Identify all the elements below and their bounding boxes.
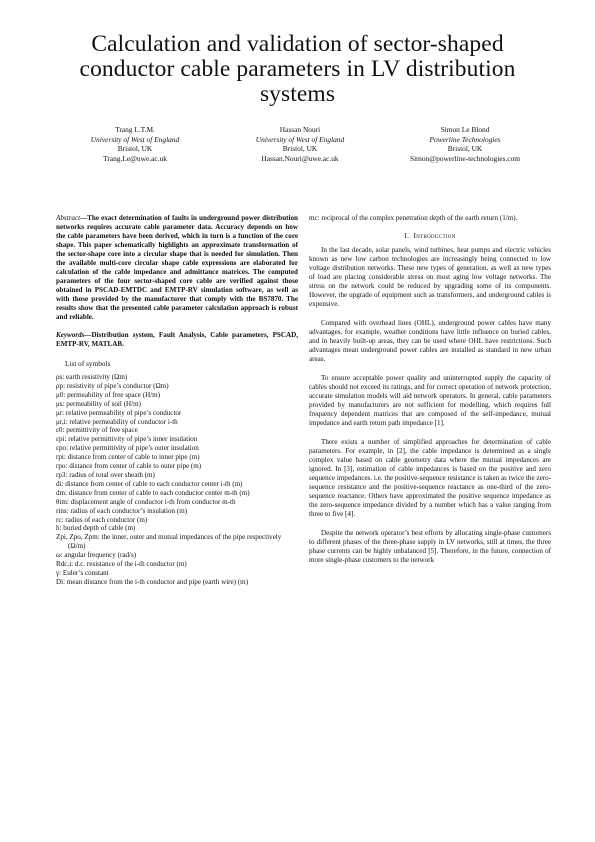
author-location: Bristol, UK bbox=[117, 144, 153, 154]
author-name: Simon Le Blond bbox=[440, 125, 490, 134]
author-location: Bristol, UK bbox=[447, 144, 483, 154]
left-column bbox=[56, 214, 298, 587]
right-column bbox=[309, 214, 551, 575]
author-email[interactable]: Trang.Le@uwe.ac.uk bbox=[103, 153, 167, 163]
symbol-item: rp3: radius of total over sheath (m) bbox=[56, 470, 155, 479]
author-affiliation: University of West of England bbox=[255, 134, 345, 144]
keywords bbox=[56, 331, 298, 349]
author-affiliation: Powerline Technologies bbox=[429, 134, 501, 144]
symbol-item: ω: angular frequency (rad/s) bbox=[56, 551, 137, 560]
author-name: Hassan Nouri bbox=[279, 125, 321, 134]
section-title: Introduction bbox=[413, 231, 456, 240]
body-paragraph: There exists a number of simplified approaches for determination of cable parameters. For example, in [2], the cable impedance is determined as a single complex value based on cable geometry data where the mutual impedances are ignored. In [3], estimation of cable impedances is based on the positive and zero sequence impedances. i.e. the positive-sequence resistance is taken as twice the zero-sequence resistance and the positive-sequence reactance as one-third of the zero-sequence reactance. Others have approximated the positive sequence impedance as the zero-sequence impedance divided by a number which has a value ranging from three to five [4]. bbox=[309, 438, 551, 518]
author-email[interactable]: Simon@powerline-technologies.com bbox=[409, 153, 521, 163]
author-email[interactable]: Hassan.Nouri@uwe.ac.uk bbox=[261, 153, 339, 163]
symbol-item: μ0: permeability of free space (H/m) bbox=[56, 390, 161, 399]
symbol-item: μr: relative permeability of pipe’s conductor bbox=[56, 408, 182, 417]
keywords-text: —Distribution system, Fault Analysis, Cable parameters, PSCAD, EMTP-RV, MATLAB. bbox=[56, 331, 298, 348]
symbol-item: εpi: relative permittivity of pipe’s inner insulation bbox=[56, 435, 198, 444]
symbol-item: εpo: relative permittivity of pipe’s outer insulation bbox=[56, 444, 199, 453]
symbol-item: rins: radius of each conductor’s insulation (m) bbox=[56, 506, 188, 515]
abstract-text: —The exact determination of faults in underground power distribution networks requires accurate cable parameter data. Accuracy depends on how the cable parameters have been derived, which in turn is a function of the core shape. This paper schematically highlights an approximate transformation of the sector-shape core into a circular shape that is needed for simulation. Then the available multi-core circular shape cable expressions are elaborated for calculation of the cable impedance and admittance matrices. The computed parameters of the four sector-shaped core cable are verified against those obtained in PSCAD-EMTDC and EMTP-RV simulation software, as well as with those provided by the manufacturer that comply with the BS7870. The results show that the presented cable parameter calculation approach is robust and reliable. bbox=[56, 214, 298, 321]
abstract bbox=[56, 214, 298, 322]
section-numeral: I. bbox=[404, 231, 410, 240]
author-1 bbox=[55, 125, 215, 163]
symbol-item: Di: mean distance from the i-th conductor and pipe (earth wire) (m) bbox=[56, 577, 249, 586]
symbol-item: Zpi, Zpo, Zpm: the inner, outer and mutual impedances of the pipe respectively (Ω/m) bbox=[56, 533, 282, 551]
symbol-item: Rdc,i: d.c. resistance of the i-th conductor (m) bbox=[56, 560, 187, 569]
symbol-item: ρp: resistivity of pipe’s conductor (Ωm) bbox=[56, 381, 169, 390]
symbol-mc: mc: reciprocal of the complex penetration depth of the earth return (1/m). bbox=[309, 214, 518, 222]
symbols-list bbox=[56, 373, 298, 587]
symbol-item: ε0: permittivity of free space bbox=[56, 426, 138, 435]
symbol-item: μr,i: relative permeability of conductor i-th bbox=[56, 417, 178, 426]
symbol-item: μs: permeability of soil (H/m) bbox=[56, 399, 141, 408]
symbol-item: θim: displacement angle of conductor i-th from conductor m-th bbox=[56, 497, 236, 506]
symbol-item: dm: distance from center of cable to each conductor center m-th (m) bbox=[56, 488, 250, 497]
symbol-item: ρs: earth resistivity (Ωm) bbox=[56, 373, 128, 381]
symbol-item: γ: Euler’s constant bbox=[56, 568, 109, 577]
section-heading bbox=[309, 231, 551, 240]
symbol-item: rpi: distance from center of cable to inner pipe (m) bbox=[56, 453, 200, 462]
body-paragraph: To ensure acceptable power quality and uninterrupted supply the capacity of cables should not exceed its ratings, and for correct operation of network protection, accurate simulation models will aid network operators. In general, cable parameters provided by manufacturers are not sufficient for modelling, which requires full frequency dependent matrices that are composed of the self-impedance, mutual impedance and earth return path impedance [1]. bbox=[309, 374, 551, 427]
symbols-heading: List of symbols bbox=[65, 359, 111, 368]
symbol-item: h: buried depth of cable (m) bbox=[56, 524, 136, 533]
paper-title: Calculation and validation of sector-shaped conductor cable parameters in LV distribution systems bbox=[79, 31, 516, 107]
symbol-item: rc: radius of each conductor (m) bbox=[56, 515, 148, 524]
author-location: Bristol, UK bbox=[282, 144, 318, 154]
abstract-lead: Abstract bbox=[56, 214, 81, 222]
symbol-item: rpo: distance from center of cable to outer pipe (m) bbox=[56, 462, 202, 471]
author-3 bbox=[385, 125, 545, 163]
keywords-lead: Keywords bbox=[56, 331, 85, 339]
body-paragraph: Compared with overhead lines (OHL), underground power cables have many advantages, for example, weather conditions have little influence on buried cables, and in heavily built-up areas, they can be used where OHL have restrictions. Such advantages mean underground power cables are installed as standard in new urban areas. bbox=[309, 319, 551, 363]
body-paragraph: In the last decade, solar panels, wind turbines, heat pumps and electric vehicles known as new low carbon technologies are increasingly being connected to low voltage distribution networks. These new types of generation, as well as new types of load are placing considerable stress on most aging low voltage networks. The stress on the network could be reduced by upgrading some of its components. However, the upgrade of equipment such as transformers, and underground cables is expensive. bbox=[309, 246, 551, 308]
author-name: Trang L.T.M. bbox=[115, 125, 155, 134]
author-affiliation: University of West of England bbox=[90, 134, 180, 144]
body-paragraph: Despite the network operator’s best efforts by allocating single-phase customers to different phases of the three-phase supply in LV networks, still at times, the three phase currents can be highly unbalanced [5]. Therefore, in the future, connection of more single-phase customers to the network bbox=[309, 529, 551, 564]
author-2 bbox=[220, 125, 380, 163]
symbol-item: di: distance from center of cable to each conductor center i-th (m) bbox=[56, 479, 243, 488]
introduction-body bbox=[309, 246, 551, 565]
